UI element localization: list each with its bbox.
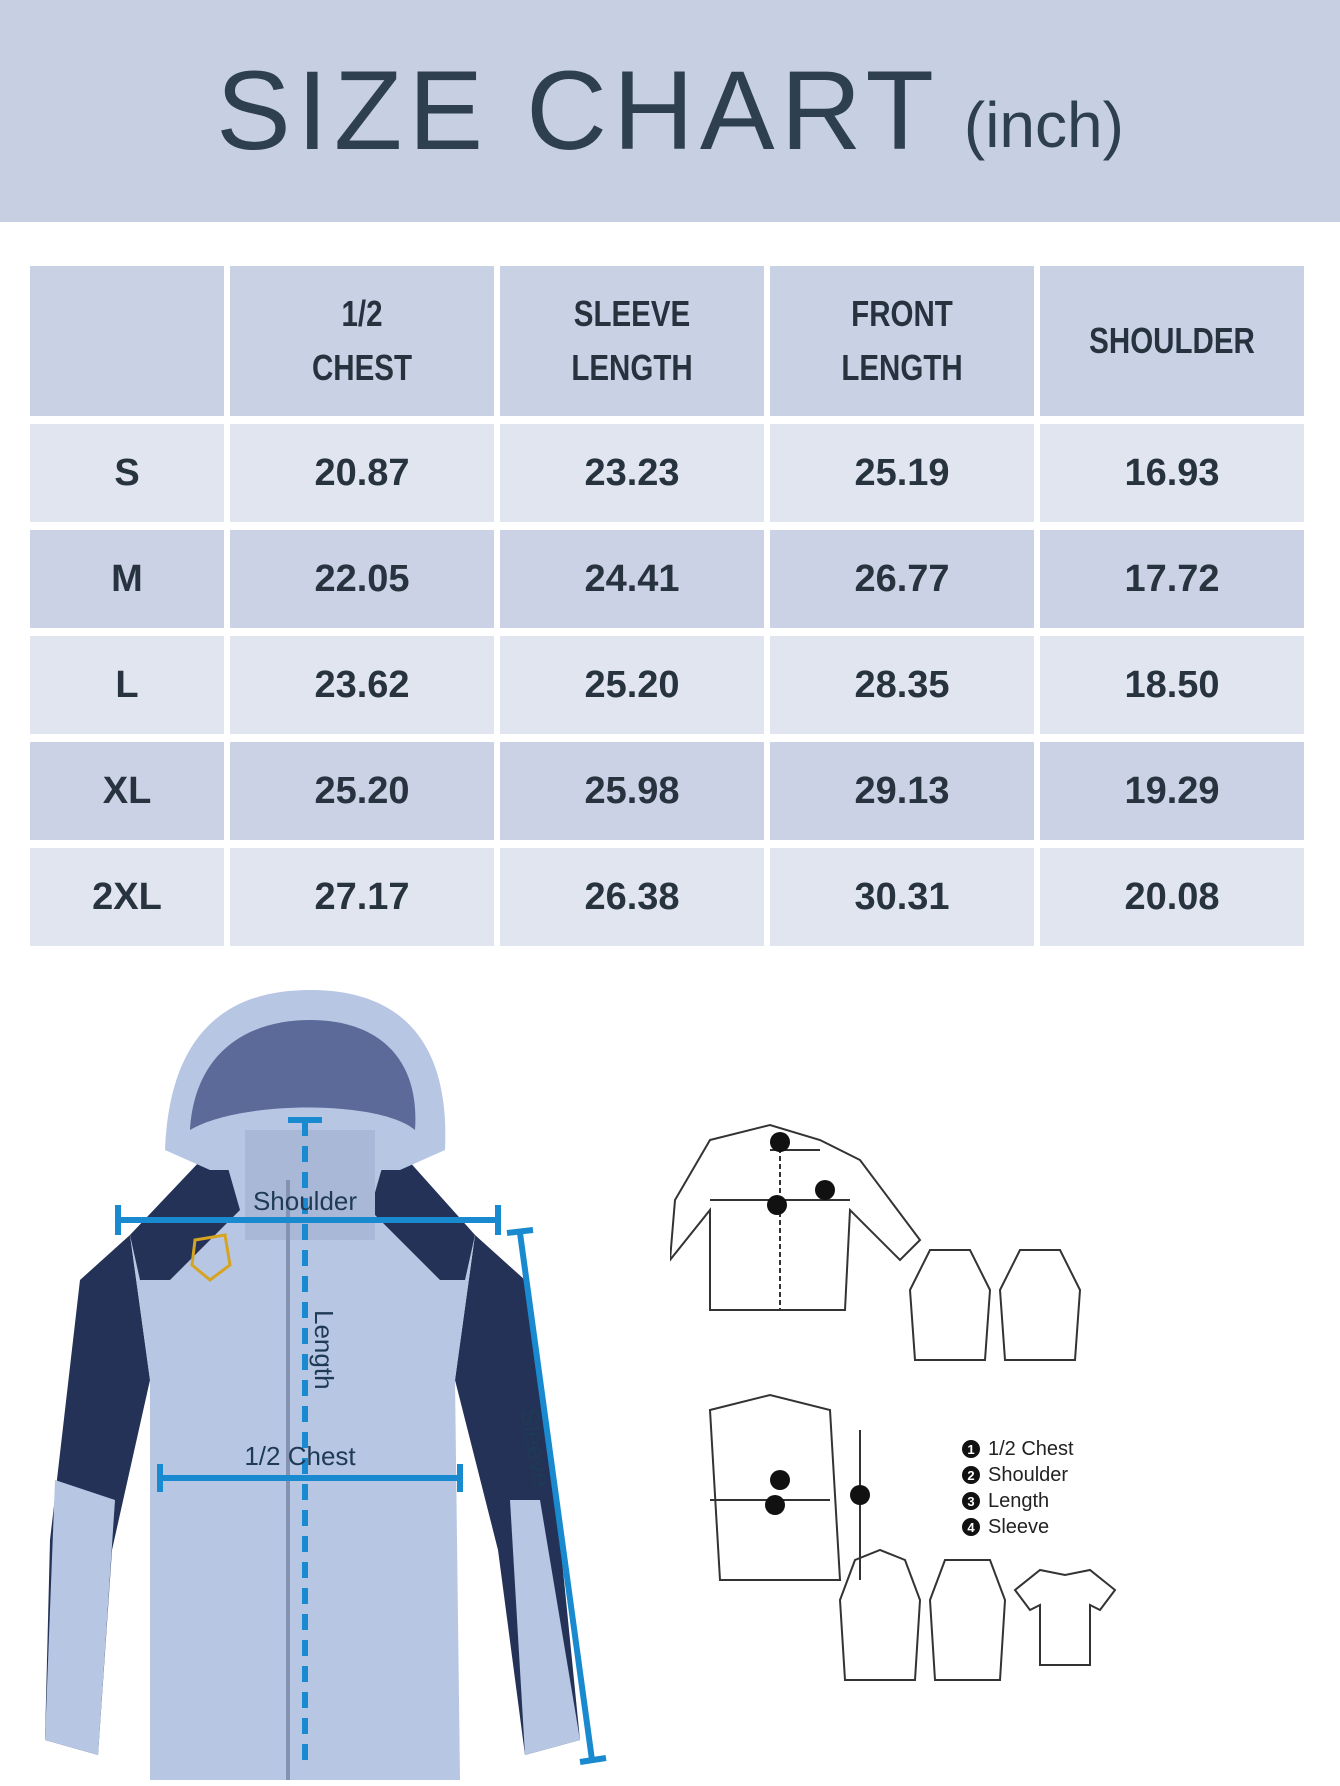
legend-item [962,1514,1074,1540]
chest-value: 25.20 [230,742,494,840]
shoulder-value: 16.93 [1040,424,1304,522]
shoulder-value: 19.29 [1040,742,1304,840]
chest-label: 1/2 Chest [244,1441,356,1471]
header-shoulder: SHOULDER [1040,266,1304,416]
size-table [24,258,1310,954]
size-label: XL [30,742,224,840]
legend-number: 4 [962,1518,980,1536]
legend-item [962,1462,1074,1488]
front-length-value: 30.31 [770,848,1034,946]
size-label: L [30,636,224,734]
size-label: 2XL [30,848,224,946]
cardigan-icon [930,1560,1005,1680]
front-length-value: 25.19 [770,424,1034,522]
front-length-value: 29.13 [770,742,1034,840]
header-chest: 1/2 CHEST [230,266,494,416]
unit-label: (inch) [963,89,1124,161]
front-length-value: 26.77 [770,530,1034,628]
shoulder-value: 20.08 [1040,848,1304,946]
legend-label: Sleeve [988,1515,1050,1538]
front-length-value: 28.35 [770,636,1034,734]
legend-label: 1/2 Chest [988,1437,1074,1460]
table-header-row [30,266,1304,416]
chest-value: 20.87 [230,424,494,522]
legend-number: 1 [962,1440,980,1458]
shoulder-value: 17.72 [1040,530,1304,628]
table-row [30,848,1304,946]
jacket-illustration [20,980,640,1780]
tshirt-icon [1015,1570,1115,1665]
sleeve-value: 23.23 [500,424,764,522]
size-label: S [30,424,224,522]
header-size [30,266,224,416]
blazer-icon [1000,1250,1080,1360]
shoulder-value: 18.50 [1040,636,1304,734]
table-row [30,636,1304,734]
measurement-legend [962,1436,1074,1540]
sleeve-value: 25.20 [500,636,764,734]
table-row [30,530,1304,628]
table-row [30,424,1304,522]
chest-value: 23.62 [230,636,494,734]
table-row [30,742,1304,840]
chest-value: 27.17 [230,848,494,946]
sleeve-value: 26.38 [500,848,764,946]
measurement-guide-diagram [670,1120,1210,1700]
header-front-length: FRONT LENGTH [770,266,1034,416]
legend-label: Length [988,1489,1050,1512]
sleeve-label: Sleeve [514,1405,558,1490]
page-title: SIZE CHART [216,48,940,173]
denim-jacket-icon [910,1250,990,1360]
legend-number: 2 [962,1466,980,1484]
sleeve-value: 24.41 [500,530,764,628]
chest-value: 22.05 [230,530,494,628]
title-banner [0,0,1340,222]
legend-label: Shoulder [988,1463,1069,1486]
header-sleeve-length: SLEEVE LENGTH [500,266,764,416]
shirt-outline [670,1125,920,1310]
legend-item [962,1436,1074,1462]
shoulder-label: Shoulder [252,1186,358,1216]
size-label: M [30,530,224,628]
length-label: Length [309,1310,339,1390]
hoodie-icon [840,1550,920,1680]
legend-item [962,1488,1074,1514]
legend-number: 3 [962,1492,980,1510]
sleeve-value: 25.98 [500,742,764,840]
